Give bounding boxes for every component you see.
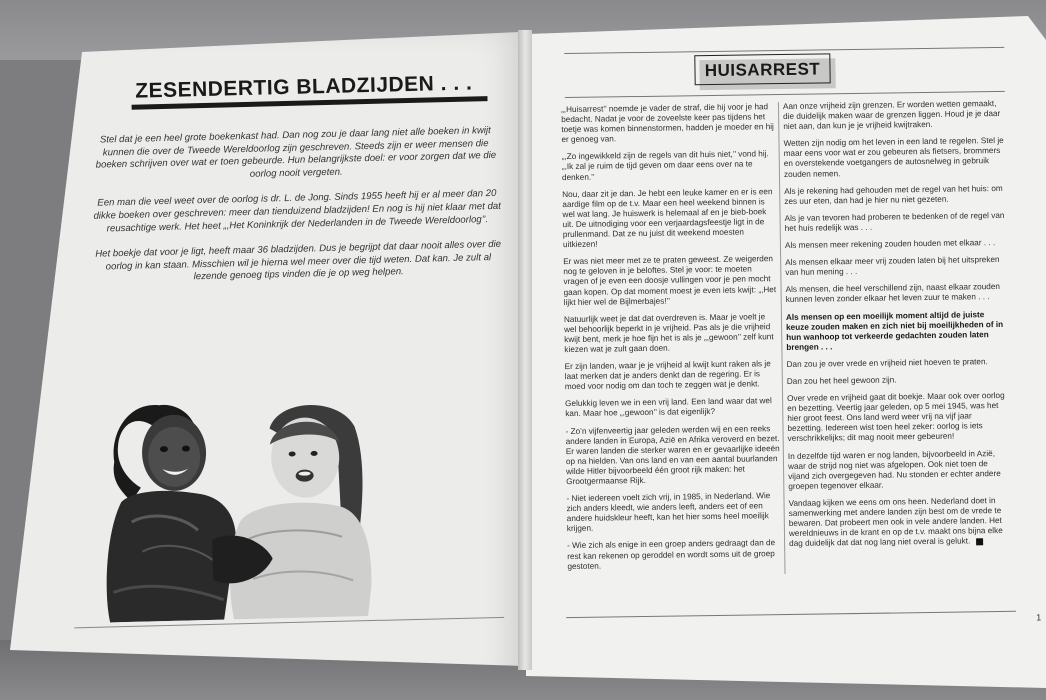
header-rule [565,91,1005,98]
column-paragraph: Als je van tevoren had proberen te bedenken of de regel van het huis redelijk was . . . [784,210,1005,233]
text-column-1 [561,102,782,579]
left-page-content [60,35,525,646]
column-paragraph: Wetten zijn nodig om het leven in een land te regelen. Stel je maar eens voor wat er zou gebeuren als fietsers, brommers en overstekende voetgangers de autosnelweg in gebruik zouden nemen. [783,136,1004,179]
column-paragraph: Als mensen, die heel verschillend zijn, naast elkaar zouden kunnen leven zonder elkaar het leven zuur te maken . . . [785,282,1000,305]
intro-text [90,125,504,300]
page-number: 1 [1036,612,1042,623]
children-photo [99,385,405,622]
text-column-2 [783,99,1011,556]
end-of-article-mark [976,538,983,545]
column-paragraph: Als mensen meer rekening zouden houden met elkaar . . . [784,238,996,251]
right-page-title: HUISARREST [704,59,821,81]
column-paragraph: - Zo’n vijfenveertig jaar geleden werden wij en een reeks andere landen in Europa, Azië en Afrika veroverd en bezet. Er waren landen die sterker waren en er gevaarlijke ideeën op na hielden. Van ons land en van een aantal buurlanden wilde Hitler bijvoorbeeld één groot rijk maken: het Grootgermaanse Rijk. [565,423,780,487]
right-title-box [694,53,830,85]
column-paragraph: Dan zou het heel gewoon zijn. [786,375,897,386]
column-paragraph: Er was niet meer met ze te praten geweest. Ze weigerden nog te geloven in je beloftes. Stel je voor: te moeten vragen of je even een doosje vullingen voor je pen mocht gaan kopen. Op dat moment moest je even iets kwijt: „,Het lijkt hier wel de Bijlmerbajes!’’ [563,254,777,307]
closing-paragraph-text: Vandaag kijken we eens om ons heen. Nederland doet in samenwerking met andere landen zijn best om de vrede te bewaren. Dat probeert men ook in vele andere landen. Het wereldnieuws in de krant en op de t.v. maakt ons bijna elke dag duidelijk dat dat nog lang niet overal is gelukt. [788,495,1003,549]
column-paragraph: Natuurlijk weet je dat dat overdreven is. Maar je voelt je wel behoorlijk beperkt in je vrijheid. Pas als je die vrijheid kwijt bent, merk je hoe fijn het is als je „,gewoon’’ zelf kunt kiezen wat je zult gaan doen. [563,311,774,355]
column-paragraph: Als mensen elkaar meer vrij zouden laten bij het uitspreken van hun mening . . . [785,255,1000,278]
column-paragraph: Over vrede en vrijheid gaat dit boekje. Maar ook over oorlog en bezetting. Veertig jaar geleden, op 5 mei 1945, was het hier groot feest. Ons land werd weer vrij na vijf jaar bezetting. Iedereen wist toen heel zeker: oorlog is iets verschrikkelijks; dit mag nooit meer gebeuren! [787,391,1005,444]
column-paragraph: In dezelfde tijd waren er nog landen, bijvoorbeeld in Azië, waar de strijd nog niet was afgelopen. Ook niet toen de vijand zich overgegeven had. Nu stonden er echter andere groepen tegenover elkaar. [787,448,1001,491]
right-bottom-rule [566,611,1016,618]
column-paragraph-last [788,496,1011,550]
intro-paragraph: Het boekje dat voor je ligt, heeft maar 36 bladzijden. Dus je begrijpt dat daar nooit alles over die oorlog in kan staan. Misschien wil je hierna wel meer over die tijd weten. Dat kan. Je zult al lezende genoeg tips vinden die je op weg helpen. [95,238,502,283]
column-paragraph: Aan onze vrijheid zijn grenzen. Er worden wetten gemaakt, die duidelijk maken waar de grenzen liggen. Houd je je daar niet aan, dan kun je je vrijheid kwijtraken. [782,99,1001,132]
column-paragraph: Er zijn landen, waar je je vrijheid al kwijt kunt raken als je laat merken dat je anders denkt dan de regering. Er is moed voor nodig om dan toch te zeggen wat je denkt. [564,359,771,392]
column-paragraph: - Niet iedereen voelt zich vrij, in 1985, in Nederland. Wie zich anders kleedt, wie anders leeft, anders eet of een andere huidskleur heeft, kan het hier soms heel moeilijk krijgen. [566,491,771,534]
column-paragraph: „,Huisarrest’’ noemde je vader de straf, die hij voor je had bedacht. Nadat je voor de zoveelste keer pas tijdens het toetje was komen binnenstormen, hadden je moeder en hij er genoeg van. [560,102,774,145]
left-title-block [131,65,492,112]
right-page-content [534,31,1040,638]
column-paragraph-bold: Als mensen op een moeilijk moment altijd de juiste keuze zouden maken en zich niet bij moeilijkheden of in hun wanhoop tot verkeerde gedachten zouden laten brengen . . . [785,309,1004,352]
column-paragraph: „,Zo ingewikkeld zijn de regels van dit huis niet,’’ vond hij. „,Ik zal je ruim de tijd geven om daar eens over na te denken.’’ [561,149,769,182]
intro-paragraph: Stel dat je een heel grote boekenkast had. Dan nog zou je daar lang niet alle boeken in kwijt kunnen die over de Tweede Wereldoorlog zijn geschreven. Steeds zijn er weer mensen die boeken schrijven over wat er toen gebeurde. Hun belangrijkste doel: er voor zorgen dat we die oorlog nooit vergeten. [95,125,497,180]
intro-paragraph: Een man die veel weet over de oorlog is dr. L. de Jong. Sinds 1955 heeft hij er al meer dan 20 dikke boeken over geschreven: meer dan tienduizend bladzijden! En nog is hij niet klaar met dat reusachtige werk. Het heet „,Het Koninkrijk der Nederlanden in de Tweede Wereldoorlog’’. [93,188,501,234]
column-paragraph: Als je rekening had gehouden met de regel van het huis: om zes uur eten, dan had je hier nu niet gezeten. [784,183,1003,206]
column-paragraph: Nou, daar zit je dan. Je hebt een leuke kamer en er is een aardige film op de t.v. Maar een heel weekend binnen is wel wat lang. Je huiswerk is helemaal af en je bieb-boek uit. De uitnodiging voor een verjaardagsfeestje ligt in de prullenmand. Dat ze nu juist dit weekend moesten uitkiezen! [562,186,773,250]
left-page-title: ZESENDERTIG BLADZIJDEN . . . [134,71,473,103]
column-paragraph: Dan zou je over vrede en vrijheid niet hoeven te praten. [786,357,988,369]
column-paragraph: Gelukkig leven we in een vrij land. Een land waar dat wel kan. Maar hoe „,gewoon’’ is dat eigenlijk? [565,396,772,419]
column-paragraph: - Wie zich als enige in een groep anders gedraagt dan de rest kan rekenen op geroddel en wordt soms uit de groep gestoten. [567,538,776,571]
